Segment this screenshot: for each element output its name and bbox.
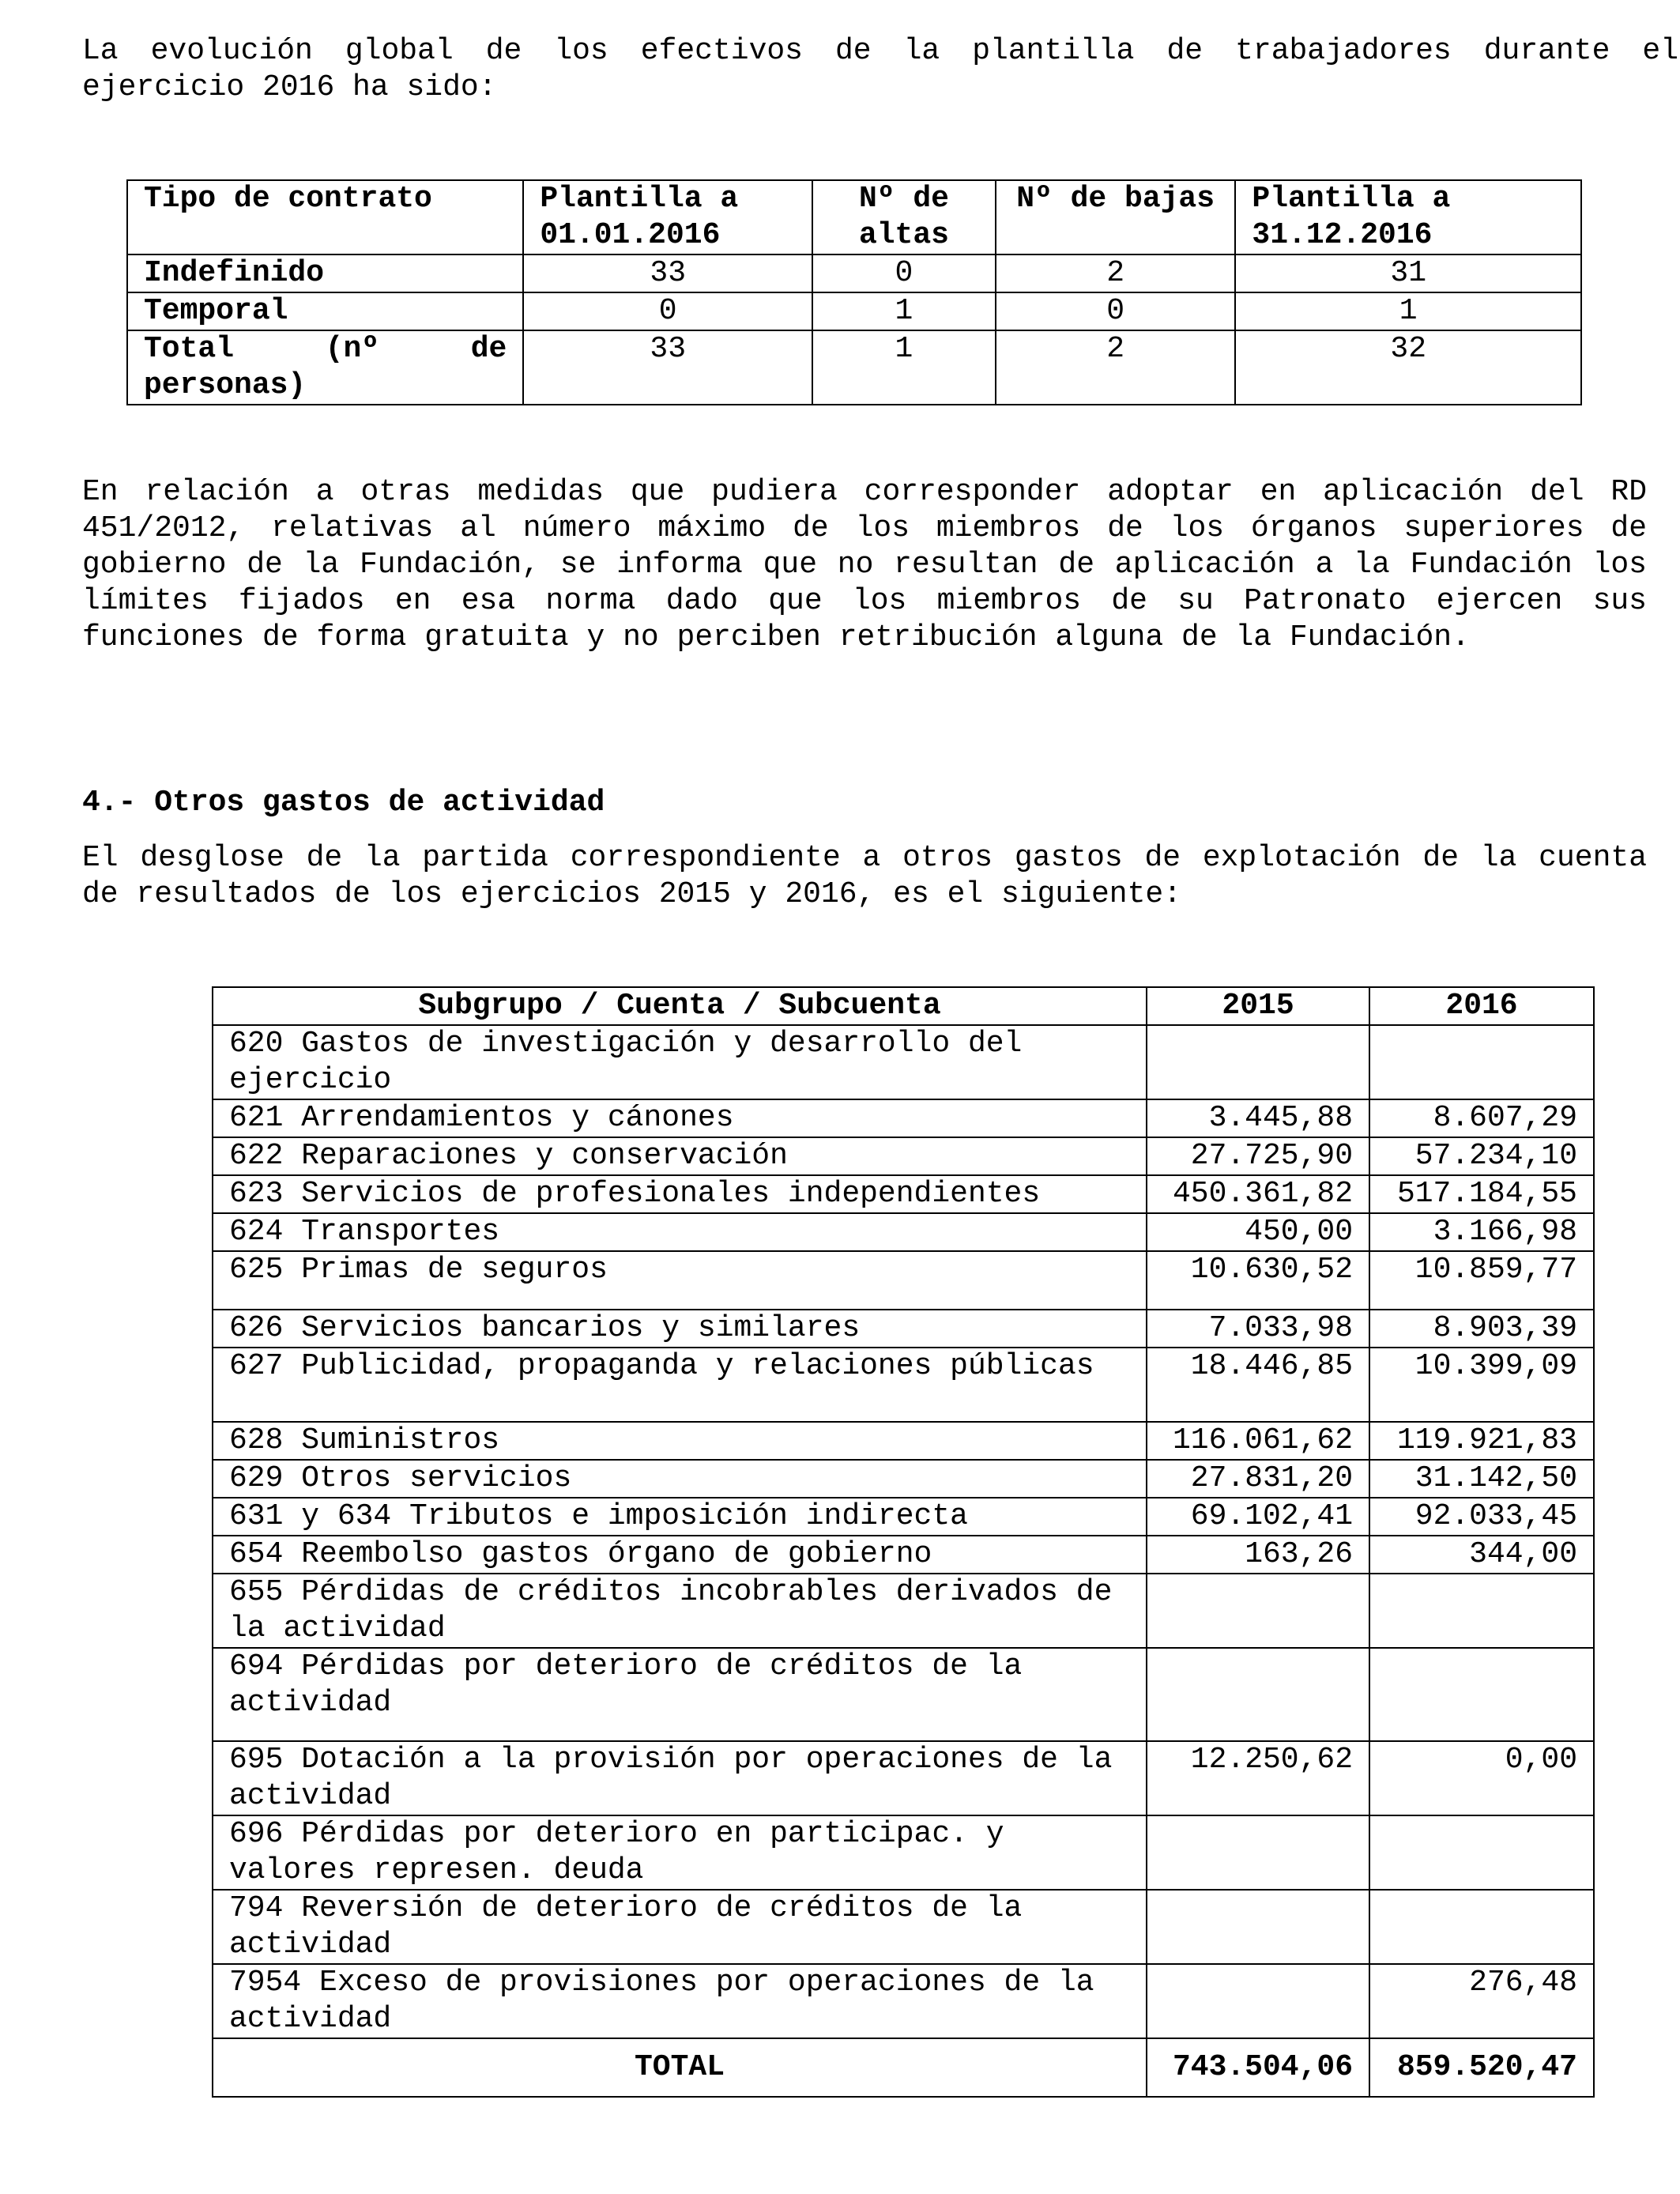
row-label: Temporal (127, 292, 523, 330)
account-label: 7954 Exceso de provisiones por operaciones de la actividad (213, 1964, 1147, 2038)
table-row-total (213, 2038, 1594, 2097)
value-2016 (1369, 1574, 1594, 1648)
header-2015: 2015 (1147, 987, 1369, 1025)
value-2016: 119.921,83 (1369, 1422, 1594, 1460)
value-2016: 3.166,98 (1369, 1213, 1594, 1251)
table-row (213, 1099, 1594, 1137)
value-2015 (1147, 1648, 1369, 1741)
section-heading: 4.- Otros gastos de actividad (82, 786, 605, 820)
value-2015: 116.061,62 (1147, 1422, 1369, 1460)
table-row (213, 1890, 1594, 1964)
value-2015: 163,26 (1147, 1536, 1369, 1574)
cell-value: 0 (996, 292, 1236, 330)
cell-value: 1 (1235, 292, 1581, 330)
value-2015: 69.102,41 (1147, 1498, 1369, 1536)
header-plantilla-inicio: Plantilla a 01.01.2016 (523, 180, 812, 254)
account-label: 629 Otros servicios (213, 1460, 1147, 1498)
table-row (213, 1175, 1594, 1213)
relation-paragraph: En relación a otras medidas que pudiera corresponder adoptar en aplicación del RD 451/2012, relativas al número máximo de los miembros de los órganos superiores de gobierno de la Fundación, se informa que no resultan de aplicación a la Fundación los límites fijados en esa norma dado que los miembros de su Patronato ejercen sus funciones de forma gratuita y no perciben retribución alguna de la Fundación. (82, 475, 1647, 654)
header-subgrupo: Subgrupo / Cuenta / Subcuenta (213, 987, 1147, 1025)
staff-evolution-table (126, 179, 1582, 405)
account-label: 631 y 634 Tributos e imposición indirecta (213, 1498, 1147, 1536)
value-2016: 8.607,29 (1369, 1099, 1594, 1137)
table-row (213, 1213, 1594, 1251)
table-row (213, 1498, 1594, 1536)
value-2015: 10.630,52 (1147, 1251, 1369, 1310)
table-row (213, 1348, 1594, 1422)
table-row (213, 1648, 1594, 1741)
account-label: 628 Suministros (213, 1422, 1147, 1460)
value-2015: 450.361,82 (1147, 1175, 1369, 1213)
table-row (213, 1137, 1594, 1175)
value-2016: 344,00 (1369, 1536, 1594, 1574)
value-2015 (1147, 1890, 1369, 1964)
gastos-header-row (213, 987, 1594, 1025)
account-label: 624 Transportes (213, 1213, 1147, 1251)
account-label: 794 Reversión de deterioro de créditos de la actividad (213, 1890, 1147, 1964)
account-label: 655 Pérdidas de créditos incobrables derivados de la actividad (213, 1574, 1147, 1648)
table-row (127, 292, 1581, 330)
header-plantilla-fin: Plantilla a 31.12.2016 (1235, 180, 1581, 254)
table-row (213, 1536, 1594, 1574)
account-label: 696 Pérdidas por deterioro en participac. y valores represen. deuda (213, 1815, 1147, 1890)
value-2015: 7.033,98 (1147, 1310, 1369, 1348)
value-2016: 276,48 (1369, 1964, 1594, 2038)
table-row (213, 1815, 1594, 1890)
cell-value: 32 (1235, 330, 1581, 405)
cell-value: 1 (812, 292, 996, 330)
value-2015 (1147, 1964, 1369, 2038)
row-label: Indefinido (127, 254, 523, 292)
value-2015: 450,00 (1147, 1213, 1369, 1251)
value-2016: 8.903,39 (1369, 1310, 1594, 1348)
intro-paragraph: La evolución global de los efectivos de la plantilla de trabajadores durante el ejercicio 2016 ha sido: (82, 34, 1678, 104)
value-2016: 10.859,77 (1369, 1251, 1594, 1310)
table-row (213, 1025, 1594, 1099)
cell-value: 0 (523, 292, 812, 330)
table-row (213, 1964, 1594, 2038)
value-2015: 12.250,62 (1147, 1741, 1369, 1815)
value-2016 (1369, 1025, 1594, 1099)
cell-value: 33 (523, 254, 812, 292)
account-label: 625 Primas de seguros (213, 1251, 1147, 1310)
account-label: 694 Pérdidas por deterioro de créditos de la actividad (213, 1648, 1147, 1741)
table-row (213, 1574, 1594, 1648)
table-row-total (127, 330, 1581, 405)
value-2015: 18.446,85 (1147, 1348, 1369, 1422)
desglose-paragraph: El desglose de la partida correspondiente a otros gastos de explotación de la cuenta de resultados de los ejercicios 2015 y 2016, es el siguiente: (82, 841, 1647, 911)
value-2015: 27.725,90 (1147, 1137, 1369, 1175)
row-label-total: Total (nº de personas) (127, 330, 523, 405)
value-2016: 0,00 (1369, 1741, 1594, 1815)
gastos-table (212, 986, 1595, 2098)
cell-value: 1 (812, 330, 996, 405)
value-2015 (1147, 1815, 1369, 1890)
header-tipo-contrato: Tipo de contrato (127, 180, 523, 254)
cell-value: 0 (812, 254, 996, 292)
account-label: 623 Servicios de profesionales independientes (213, 1175, 1147, 1213)
value-2016 (1369, 1815, 1594, 1890)
account-label: 695 Dotación a la provisión por operaciones de la actividad (213, 1741, 1147, 1815)
value-2015 (1147, 1025, 1369, 1099)
table-row (213, 1310, 1594, 1348)
table-row (213, 1422, 1594, 1460)
header-bajas: Nº de bajas (996, 180, 1236, 254)
header-altas: Nº de altas (812, 180, 996, 254)
account-label: 621 Arrendamientos y cánones (213, 1099, 1147, 1137)
header-2016: 2016 (1369, 987, 1594, 1025)
account-label: 620 Gastos de investigación y desarrollo del ejercicio (213, 1025, 1147, 1099)
table-row (213, 1460, 1594, 1498)
value-2015: 27.831,20 (1147, 1460, 1369, 1498)
account-label: 654 Reembolso gastos órgano de gobierno (213, 1536, 1147, 1574)
value-2016 (1369, 1648, 1594, 1741)
table-row (213, 1251, 1594, 1310)
value-2016: 57.234,10 (1369, 1137, 1594, 1175)
cell-value: 2 (996, 330, 1236, 405)
total-2015: 743.504,06 (1147, 2038, 1369, 2097)
total-label: TOTAL (213, 2038, 1147, 2097)
value-2015: 3.445,88 (1147, 1099, 1369, 1137)
account-label: 622 Reparaciones y conservación (213, 1137, 1147, 1175)
table-row (213, 1741, 1594, 1815)
value-2016: 10.399,09 (1369, 1348, 1594, 1422)
value-2016: 517.184,55 (1369, 1175, 1594, 1213)
cell-value: 33 (523, 330, 812, 405)
total-2016: 859.520,47 (1369, 2038, 1594, 2097)
cell-value: 31 (1235, 254, 1581, 292)
staff-table-header-row (127, 180, 1581, 254)
cell-value: 2 (996, 254, 1236, 292)
value-2016 (1369, 1890, 1594, 1964)
value-2016: 92.033,45 (1369, 1498, 1594, 1536)
value-2016: 31.142,50 (1369, 1460, 1594, 1498)
account-label: 627 Publicidad, propaganda y relaciones públicas (213, 1348, 1147, 1422)
value-2015 (1147, 1574, 1369, 1648)
account-label: 626 Servicios bancarios y similares (213, 1310, 1147, 1348)
table-row (127, 254, 1581, 292)
